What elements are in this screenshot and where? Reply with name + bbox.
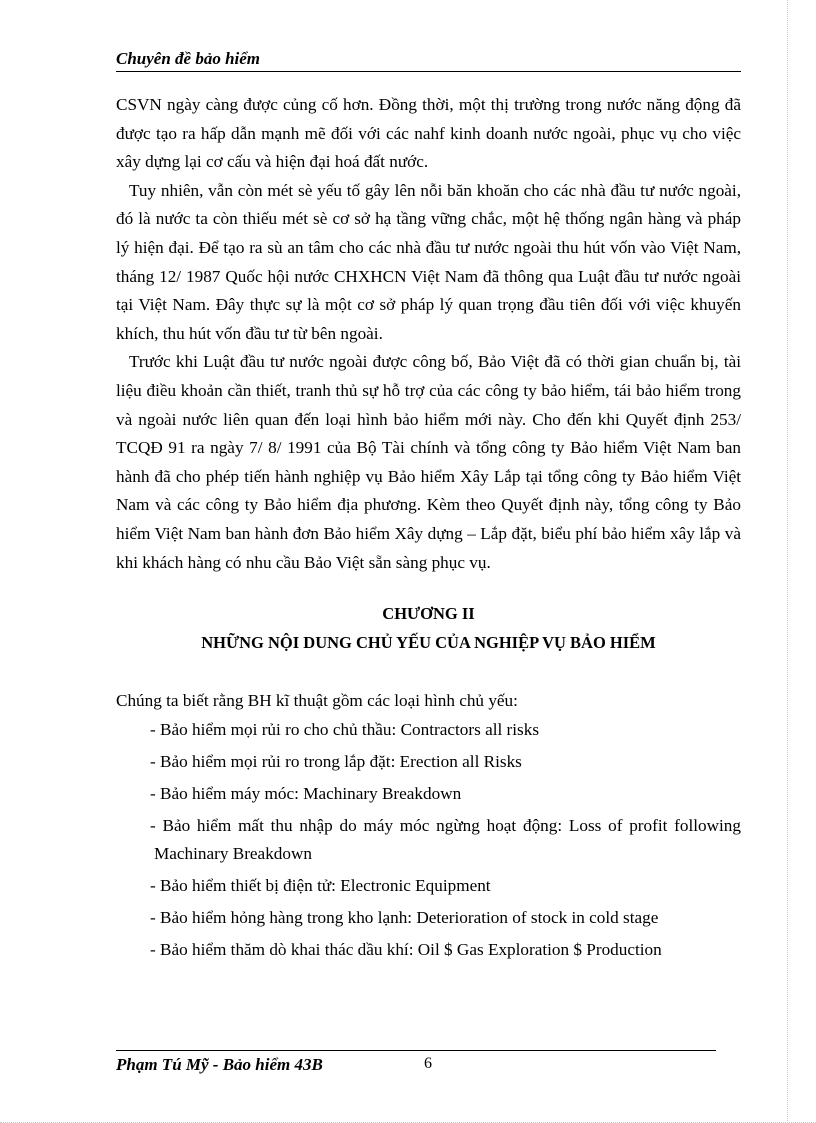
footer-author: Phạm Tú Mỹ - Bảo hiểm 43B	[116, 1055, 323, 1074]
page-header	[116, 48, 741, 72]
chapter-number: CHƯƠNG II	[382, 604, 475, 624]
page-edge-right	[787, 0, 788, 1123]
paragraph-1: CSVN ngày càng được củng cố hơn. Đồng thời, một thị trường trong nước năng động đã được tạo ra hấp dẫn mạnh mẽ đối với các nahf kinh doanh nước ngoài, phục vụ cho việc xây dựng lại cơ cấu và hiện đại hoá đất nước.	[116, 95, 741, 172]
list-item: - Bảo hiểm mọi rủi ro cho chủ thầu: Contractors all risks	[150, 719, 540, 739]
header-title: Chuyên đề bảo hiểm	[116, 49, 261, 68]
list-item: - Bảo hiểm thiết bị điện tử: Electronic Equipment	[150, 876, 491, 896]
chapter-title: NHỮNG NỘI DUNG CHỦ YẾU CỦA NGHIỆP VỤ BẢO HIỂM	[201, 632, 656, 652]
page-body	[116, 91, 741, 968]
page-number: 6	[424, 1055, 432, 1072]
paragraph-2: Tuy nhiên, vẫn còn mét sè yếu tố gây lên nỗi băn khoăn cho các nhà đầu tư nước ngoài, đó là nước ta còn thiếu mét sè cơ sở hạ tầng vững chắc, một hệ thống ngân hàng và pháp lý hiện đại. Để tạo ra sù an tâm cho các nhà đầu tư nước ngoài thu hút vốn vào Việt Nam, tháng 12/ 1987 Quốc hội nước CHXHCN Việt Nam đã thông qua Luật đầu tư nước ngoài tại Việt Nam. Đây thực sự là một cơ sở pháp lý quan trọng đầu tiên đối với việc khuyến khích, thu hút vốn đầu tư từ bên ngoài.	[116, 180, 741, 343]
paragraph-3: Trước khi Luật đầu tư nước ngoài được công bố, Bảo Việt đã có thời gian chuẩn bị, tài liệu điều khoản cần thiết, tranh thủ sự hỗ trợ của các công ty bảo hiểm, tái bảo hiểm trong và ngoài nước liên quan đến loại hình bảo hiểm mới này. Cho đến khi Quyết định 253/ TCQĐ 91 ra ngày 7/ 8/ 1991 của Bộ Tài chính và tổng công ty Bảo hiểm Việt Nam ban hành đã cho phép tiến hành nghiệp vụ Bảo hiểm Xây Lắp tại tổng công ty Bảo hiểm Việt Nam và các công ty Bảo hiểm địa phương. Kèm theo Quyết định này, tổng công ty Bảo hiểm Việt Nam ban hành đơn Bảo hiểm Xây dựng – Lắp đặt, biểu phí bảo hiểm xây lắp và khi khách hàng có nhu cầu Bảo Việt sẵn sàng phục vụ.	[116, 352, 741, 572]
page-footer	[116, 1050, 716, 1075]
list-item: - Bảo hiểm hỏng hàng trong kho lạnh: Deterioration of stock in cold stage	[150, 908, 659, 928]
insurance-types-list	[116, 716, 741, 965]
list-intro: Chúng ta biết rằng BH kĩ thuật gồm các loại hình chủ yếu:	[116, 691, 518, 711]
list-item: - Bảo hiểm mất thu nhập do máy móc ngừng hoạt động: Loss of profit following Machinary Breakdown	[150, 815, 741, 864]
list-item: - Bảo hiểm máy móc: Machinary Breakdown	[150, 783, 462, 803]
list-item: - Bảo hiểm thăm dò khai thác dầu khí: Oil $ Gas Exploration $ Production	[150, 940, 662, 960]
list-item: - Bảo hiểm mọi rủi ro trong lắp đặt: Erection all Risks	[150, 751, 522, 771]
